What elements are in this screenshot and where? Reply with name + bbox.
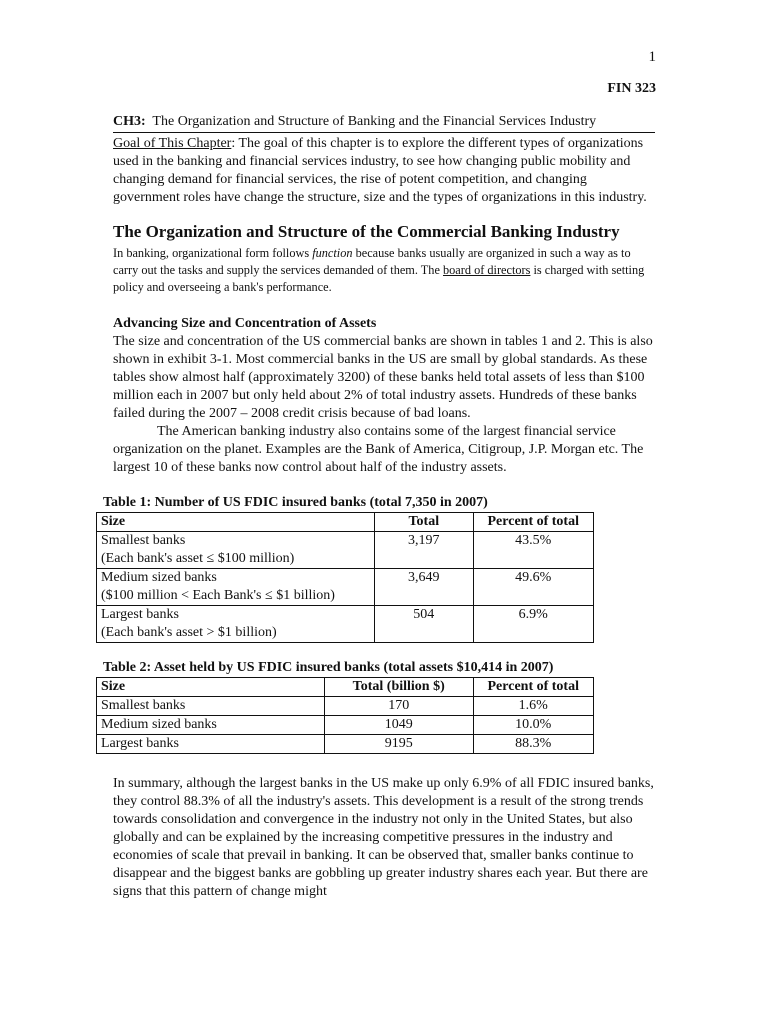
chapter-title [113, 113, 655, 133]
table2 [96, 677, 594, 754]
intro-text-3: is charged with setting policy and overseeing a bank's performance. [113, 263, 645, 294]
table1-percent-cell: 6.9% [473, 606, 594, 643]
table2-size-cell: Smallest banks [97, 697, 325, 716]
table2-percent-cell: 1.6% [473, 697, 594, 716]
size-note: ($100 million < Each Bank's ≤ $1 billion) [101, 588, 335, 603]
summary-paragraph: In summary, although the largest banks in the US make up only 6.9% of all FDIC insured banks, they control 88.3% of all the industry's assets. This development is a result of the strong trends towards consolidation and convergence in the industry not only in the United States, but also globally and can be explained by the increasing competitive pressures in the industry and economies of scale that prevail in banking. It can be observed that, smaller banks continue to disappear and the biggest banks are gobbling up greater industry shares each year. But there are signs that this pattern of change might [113, 776, 654, 899]
intro-text-2: because banks usually are organized in such a way as to carry out the tasks and supply the services demanded of them. The [113, 246, 631, 277]
size-note: (Each bank's asset ≤ $100 million) [101, 551, 295, 566]
table2-caption: Table 2: Asset held by US FDIC insured banks (total assets $10,414 in 2007) [103, 660, 554, 675]
section-intro [113, 245, 655, 296]
goal-label: Goal of This Chapter [113, 136, 232, 151]
table1-total-cell: 3,649 [375, 569, 473, 606]
table2-percent-cell: 88.3% [473, 735, 594, 754]
table1-header-row [97, 513, 594, 532]
table2-size-cell: Medium sized banks [97, 716, 325, 735]
table1-size-cell [97, 532, 375, 569]
course-code: FIN 323 [607, 81, 656, 96]
table-row [97, 569, 594, 606]
table1-header-size: Size [97, 513, 375, 532]
intro-text-1: In banking, organizational form follows [113, 246, 313, 260]
table1-header-total: Total [375, 513, 473, 532]
size-label: Smallest banks [101, 533, 186, 548]
table2-total-cell: 170 [324, 697, 473, 716]
size-label: Medium sized banks [101, 570, 217, 585]
chapter-goal [113, 135, 655, 207]
page-number: 1 [648, 49, 656, 65]
chapter-label: CH3: [113, 114, 146, 129]
goal-text: : The goal of this chapter is to explore the different types of organizations used in the banking and financial services industry, to see how changing public mobility and changing demand for financial services, the rise of potent competition, and changing government roles have change the structure, size and the types of organizations in this industry. [113, 136, 647, 205]
table-row [97, 606, 594, 643]
table2-header-row [97, 678, 594, 697]
table1-total-cell: 504 [375, 606, 473, 643]
table-row [97, 697, 594, 716]
table-row [97, 735, 594, 754]
section-heading: The Organization and Structure of the Commercial Banking Industry [113, 222, 620, 241]
table2-size-cell: Largest banks [97, 735, 325, 754]
table1-caption: Table 1: Number of US FDIC insured banks (total 7,350 in 2007) [103, 495, 488, 510]
subsection-heading: Advancing Size and Concentration of Assets [113, 316, 377, 331]
document-body [101, 113, 655, 901]
table1-size-cell [97, 569, 375, 606]
table1-size-cell [97, 606, 375, 643]
table2-total-cell: 9195 [324, 735, 473, 754]
table1-percent-cell: 43.5% [473, 532, 594, 569]
size-label: Largest banks [101, 607, 179, 622]
table1-header-percent: Percent of total [473, 513, 594, 532]
table1-percent-cell: 49.6% [473, 569, 594, 606]
table-row [97, 716, 594, 735]
table2-total-cell: 1049 [324, 716, 473, 735]
table2-header-total: Total (billion $) [324, 678, 473, 697]
chapter-title-text: The Organization and Structure of Banking and the Financial Services Industry [152, 114, 597, 129]
table2-header-size: Size [97, 678, 325, 697]
table1 [96, 512, 594, 643]
intro-emphasis: function [312, 246, 353, 260]
table2-header-percent: Percent of total [473, 678, 594, 697]
board-of-directors-term: board of directors [443, 263, 531, 277]
table1-total-cell: 3,197 [375, 532, 473, 569]
table-row [97, 532, 594, 569]
paragraph-largest-organizations: The American banking industry also contains some of the largest financial service organization on the planet. Examples are the Bank of America, Citigroup, J.P. Morgan etc. The largest 10 of these banks now control about half of the industry assets. [113, 424, 644, 475]
table2-percent-cell: 10.0% [473, 716, 594, 735]
size-note: (Each bank's asset > $1 billion) [101, 625, 277, 640]
paragraph-size-concentration: The size and concentration of the US commercial banks are shown in tables 1 and 2. This is also shown in exhibit 3-1. Most commercial banks in the US are small by global standards. As these tables show almost half (approximately 3200) of these banks held total assets of less than $100 million each in 2007 but only held about 2% of total industry assets. Hundreds of these banks failed during the 2007 – 2008 credit crisis because of bad loans. [113, 334, 653, 421]
